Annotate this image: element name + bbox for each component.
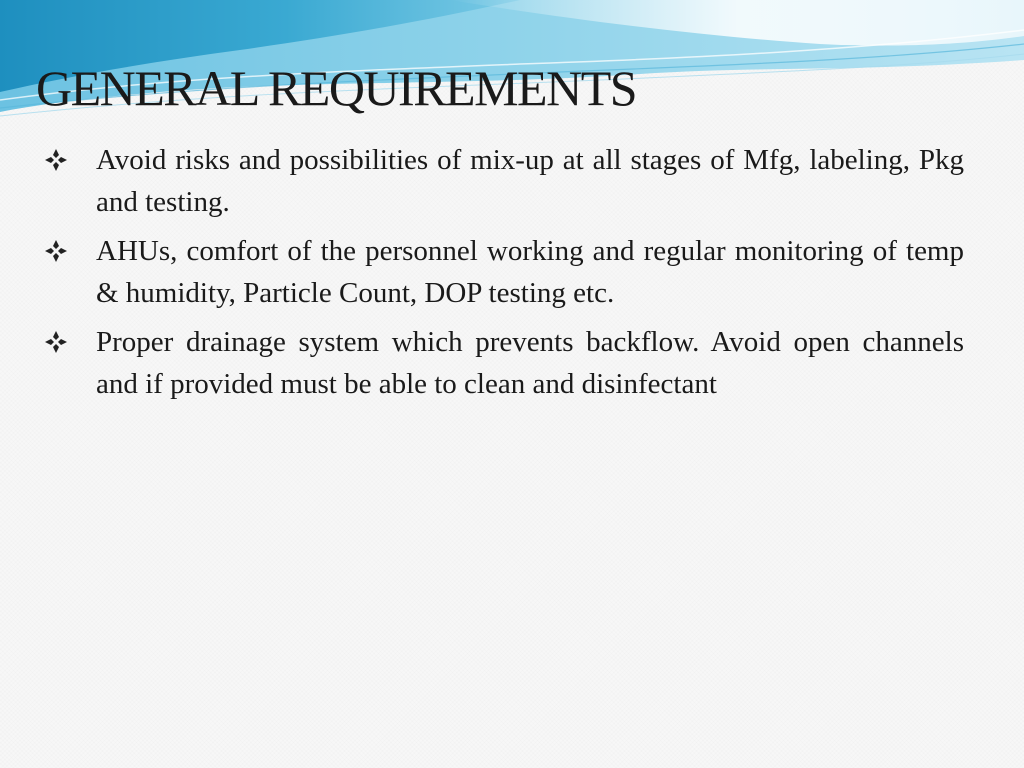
slide-title: GENERAL REQUIREMENTS: [36, 60, 637, 116]
list-item: [44, 231, 964, 314]
bullet-list: [44, 140, 964, 413]
bullet-text: Avoid risks and possibilities of mix-up at all stages of Mfg, labeling, Pkg and testing.: [96, 144, 964, 218]
diamond-bullet-icon: [44, 148, 68, 172]
list-item: [44, 140, 964, 223]
diamond-bullet-icon: [44, 239, 68, 263]
bullet-text: Proper drainage system which prevents backflow. Avoid open channels and if provided must be able to clean and disinfectant: [96, 326, 964, 400]
bullet-text: AHUs, comfort of the personnel working and regular monitoring of temp & humidity, Particle Count, DOP testing etc.: [96, 235, 964, 309]
list-item: [44, 322, 964, 405]
diamond-bullet-icon: [44, 330, 68, 354]
